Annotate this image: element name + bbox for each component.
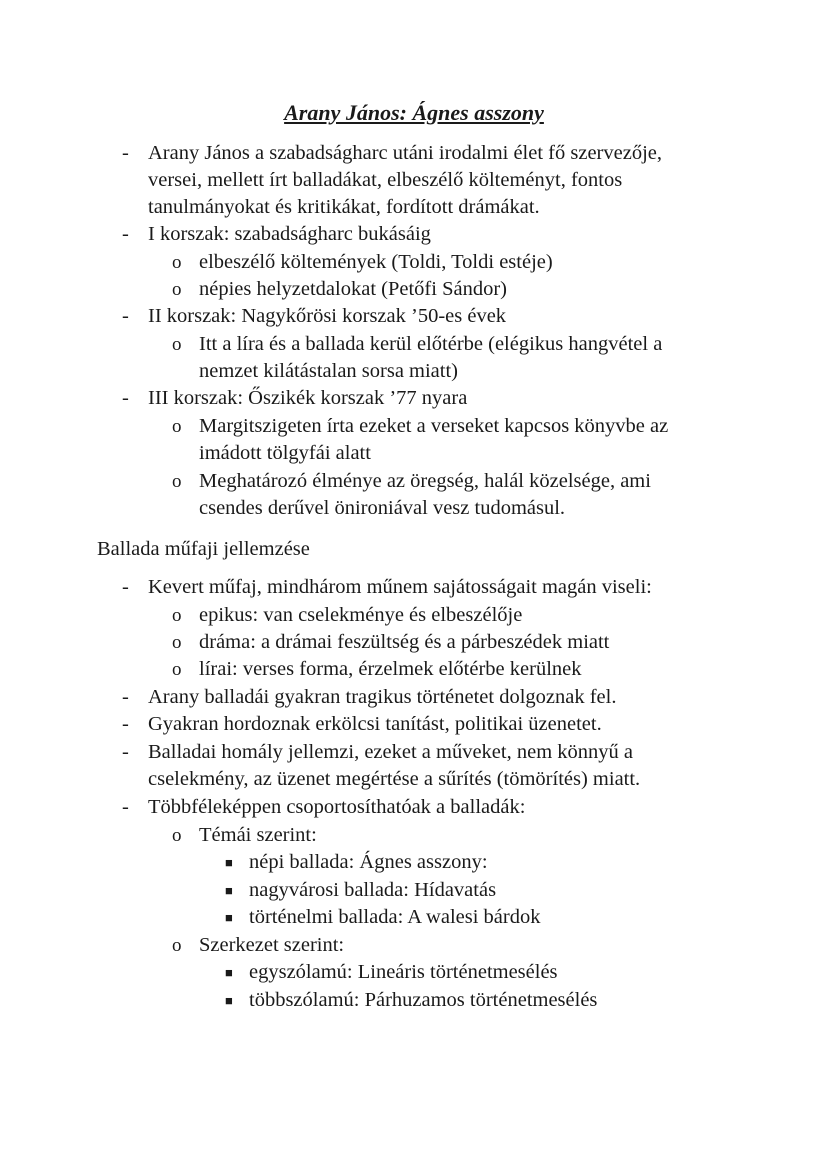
dash-bullet: - bbox=[122, 387, 129, 409]
sub-item-text: epikus: van cselekménye és elbeszélője bbox=[199, 604, 523, 626]
sub-item-text: csendes derűvel önironiával vesz tudomásul. bbox=[199, 497, 566, 519]
sub-item-text: lírai: verses forma, érzelmek előtérbe kerülnek bbox=[199, 658, 582, 680]
dash-bullet: - bbox=[122, 223, 129, 245]
circle-bullet: o bbox=[172, 659, 182, 680]
circle-bullet: o bbox=[172, 334, 182, 355]
sub-item-text: Témái szerint: bbox=[199, 824, 317, 846]
sub-sub-item-text: történelmi ballada: A walesi bárdok bbox=[249, 906, 541, 928]
list-item-text: Arany János a szabadságharc utáni irodalmi élet fő szervezője, bbox=[148, 142, 662, 164]
list-item-text: tanulmányokat és kritikákat, fordított drámákat. bbox=[148, 196, 540, 218]
sub-item-text: Margitszigeten írta ezeket a verseket kapcsos könyvbe az bbox=[199, 415, 669, 437]
square-bullet: ■ bbox=[225, 910, 233, 925]
circle-bullet: o bbox=[172, 632, 182, 653]
list-item-text: Gyakran hordoznak erkölcsi tanítást, politikai üzenetet. bbox=[148, 713, 602, 735]
sub-item-text: Szerkezet szerint: bbox=[199, 934, 345, 956]
list-item-text: Balladai homály jellemzi, ezeket a műveket, nem könnyű a bbox=[148, 741, 633, 763]
circle-bullet: o bbox=[172, 471, 182, 492]
sub-item-text: Meghatározó élménye az öregség, halál közelsége, ami bbox=[199, 470, 651, 492]
sub-sub-item-text: többszólamú: Párhuzamos történetmesélés bbox=[249, 989, 598, 1011]
dash-bullet: - bbox=[122, 713, 129, 735]
list-item-text: Kevert műfaj, mindhárom műnem sajátosságait magán viseli: bbox=[148, 576, 652, 598]
sub-sub-item-text: egyszólamú: Lineáris történetmesélés bbox=[249, 961, 558, 983]
dash-bullet: - bbox=[122, 576, 129, 598]
circle-bullet: o bbox=[172, 605, 182, 626]
dash-bullet: - bbox=[122, 796, 129, 818]
list-item-text: III korszak: Őszikék korszak ’77 nyara bbox=[148, 387, 468, 409]
circle-bullet: o bbox=[172, 279, 182, 300]
sub-item-text: imádott tölgyfái alatt bbox=[199, 442, 371, 464]
sub-item-text: Itt a líra és a ballada kerül előtérbe (elégikus hangvétel a bbox=[199, 333, 663, 355]
circle-bullet: o bbox=[172, 935, 182, 956]
dash-bullet: - bbox=[122, 686, 129, 708]
dash-bullet: - bbox=[122, 741, 129, 763]
list-item-text: I korszak: szabadságharc bukásáig bbox=[148, 223, 431, 245]
list-item-text: Arany balladái gyakran tragikus történetet dolgoznak fel. bbox=[148, 686, 617, 708]
list-item-text: II korszak: Nagykőrösi korszak ’50-es évek bbox=[148, 305, 507, 327]
sub-item-text: népies helyzetdalokat (Petőfi Sándor) bbox=[199, 278, 507, 300]
sub-sub-item-text: nagyvárosi ballada: Hídavatás bbox=[249, 879, 497, 901]
section-heading: Ballada műfaji jellemzése bbox=[97, 538, 310, 560]
dash-bullet: - bbox=[122, 142, 129, 164]
sub-item-text: dráma: a drámai feszültség és a párbeszédek miatt bbox=[199, 631, 610, 653]
square-bullet: ■ bbox=[225, 883, 233, 898]
sub-sub-item-text: népi ballada: Ágnes asszony: bbox=[249, 851, 488, 873]
list-item-text: versei, mellett írt balladákat, elbeszélő költeményt, fontos bbox=[148, 169, 623, 191]
circle-bullet: o bbox=[172, 252, 182, 273]
circle-bullet: o bbox=[172, 416, 182, 437]
square-bullet: ■ bbox=[225, 965, 233, 980]
sub-item-text: nemzet kilátástalan sorsa miatt) bbox=[199, 360, 459, 382]
sub-item-text: elbeszélő költemények (Toldi, Toldi estéje) bbox=[199, 251, 553, 273]
circle-bullet: o bbox=[172, 825, 182, 846]
page-title: Arany János: Ágnes asszony bbox=[284, 100, 544, 125]
dash-bullet: - bbox=[122, 305, 129, 327]
list-item-text: Többféleképpen csoportosíthatóak a balladák: bbox=[148, 796, 526, 818]
square-bullet: ■ bbox=[225, 855, 233, 870]
square-bullet: ■ bbox=[225, 993, 233, 1008]
list-item-text: cselekmény, az üzenet megértése a sűrítés (tömörítés) miatt. bbox=[148, 768, 641, 790]
